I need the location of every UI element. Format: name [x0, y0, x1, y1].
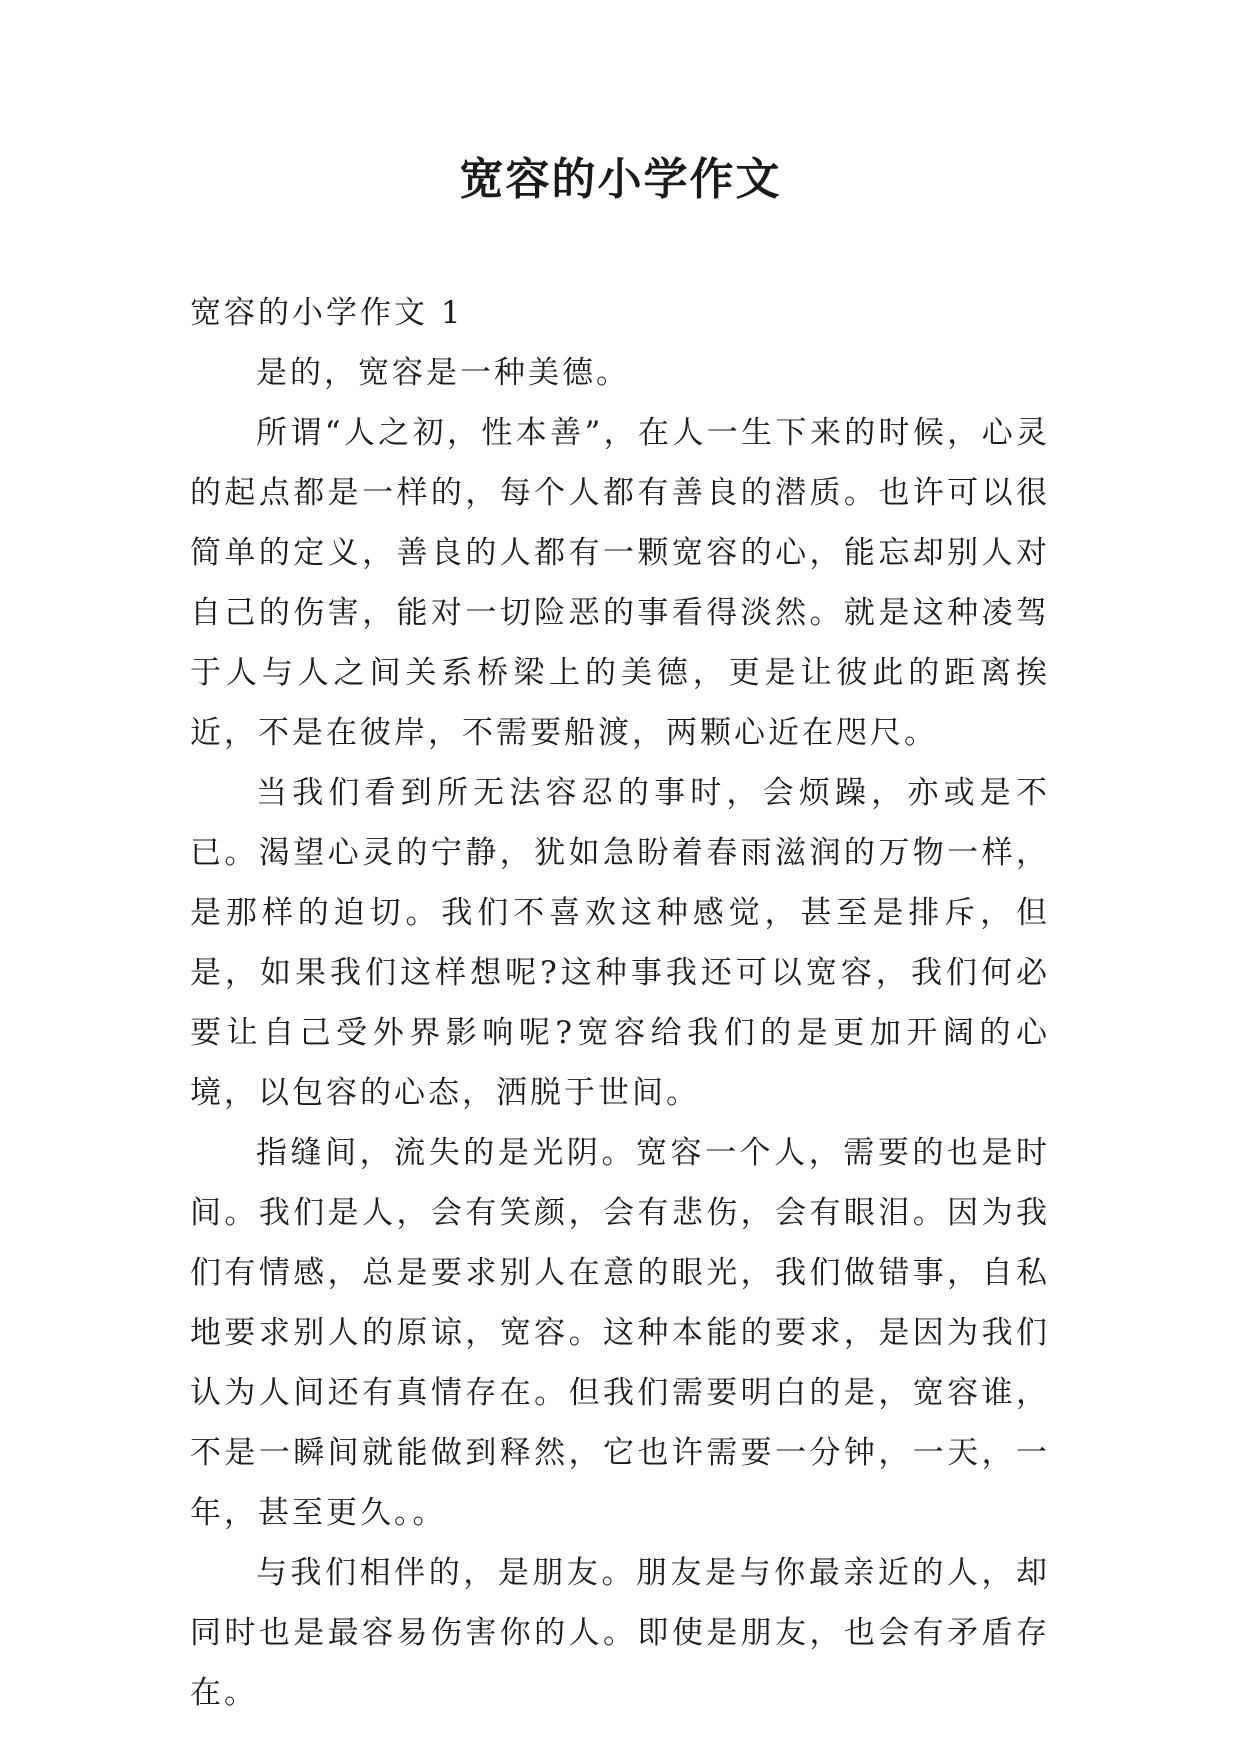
paragraph: 与我们相伴的，是朋友。朋友是与你最亲近的人，却同时也是最容易伤害你的人。即使是朋友，也会有矛盾存在。 — [190, 1555, 1050, 1711]
paragraph: 当我们看到所无法容忍的事时，会烦躁，亦或是不已。渴望心灵的宁静，犹如急盼着春雨滋润的万物一样，是那样的迫切。我们不喜欢这种感觉，甚至是排斥，但是，如果我们这样想呢?这种事我还可以宽容，我们何必要让自己受外界影响呢?宽容给我们的是更加开阔的心境，以包容的心态，洒脱于世间。 — [190, 775, 1050, 1111]
document-title: 宽容的小学作文 — [459, 154, 782, 205]
paragraph: 所谓“人之初，性本善”，在人一生下来的时候，心灵的起点都是一样的，每个人都有善良的潜质。也许可以很简单的定义，善良的人都有一颗宽容的心，能忘却别人对自己的伤害，能对一切险恶的事看得淡然。就是这种凌驾于人与人之间关系桥梁上的美德，更是让彼此的距离挨近，不是在彼岸，不需要船渡，两颗心近在咫尺。 — [190, 415, 1050, 751]
document-body — [190, 283, 1050, 1723]
essay-heading: 宽容的小学作文 1 — [190, 295, 464, 331]
paragraph: 指缝间，流失的是光阴。宽容一个人，需要的也是时间。我们是人，会有笑颜，会有悲伤，会有眼泪。因为我们有情感，总是要求别人在意的眼光，我们做错事，自私地要求别人的原谅，宽容。这种本能的要求，是因为我们认为人间还有真情存在。但我们需要明白的是，宽容谁，不是一瞬间就能做到释然，它也许需要一分钟，一天，一年，甚至更久。。 — [190, 1135, 1050, 1531]
paragraph: 是的，宽容是一种美德。 — [256, 355, 630, 391]
